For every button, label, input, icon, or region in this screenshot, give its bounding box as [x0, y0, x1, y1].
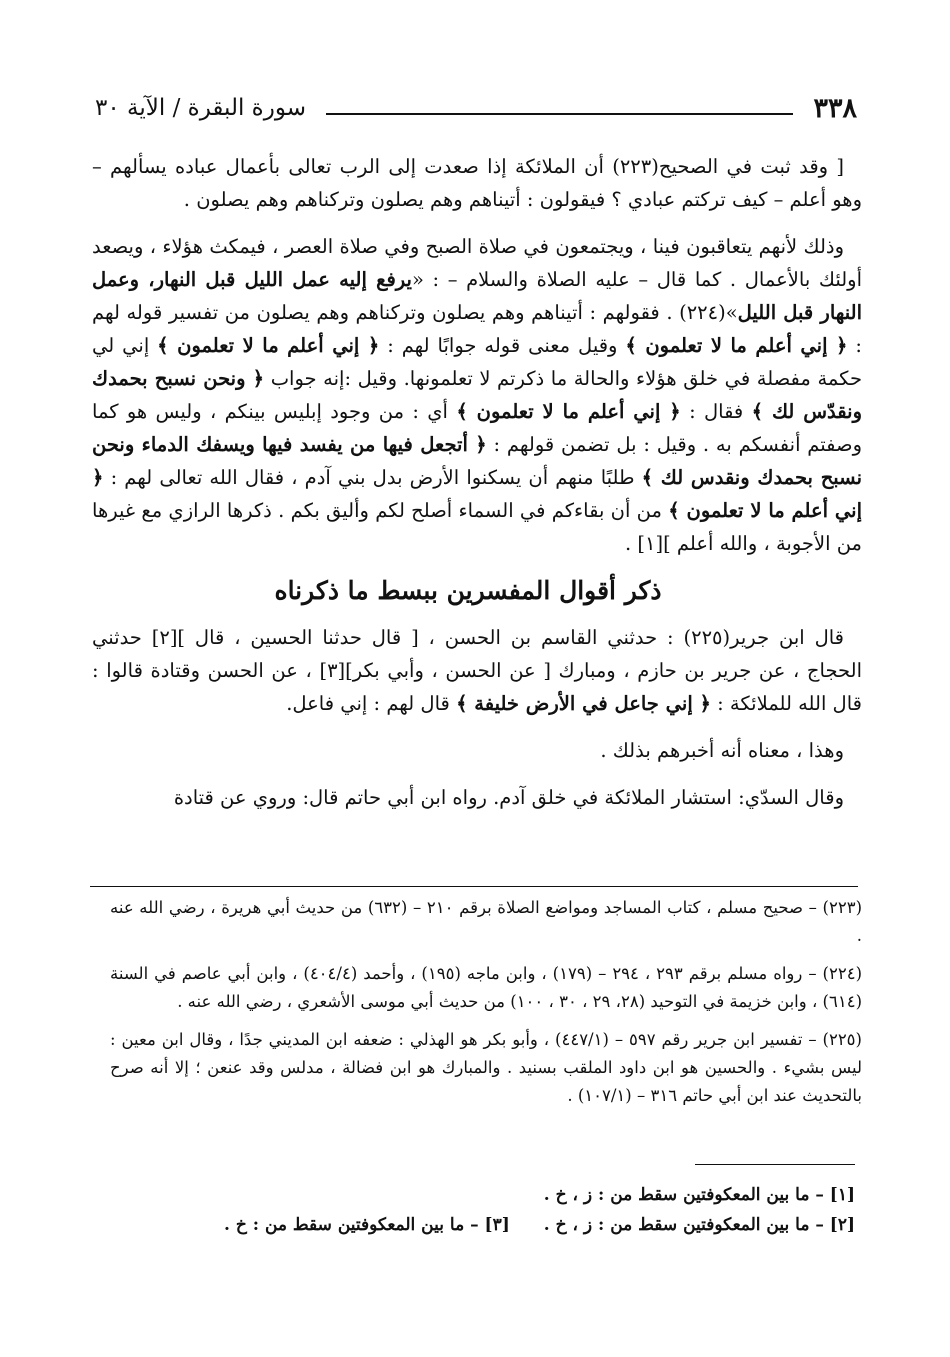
footnote-224: (٢٢٤) – رواه مسلم برقم ٢٩٣ ، ٢٩٤ – (١٧٩) ، وابن ماجه (١٩٥) ، وأحمد (٤٠٤/٤) ، وابن أبي عاصم في السنة (٦١٤) ، وابن خزيمة في التوحيد (٢٨، ٢٩ ، ٣٠ ، ١٠٠) من حديث أبي موسى الأشعري ، رضي الله عنه .: [110, 964, 862, 1011]
text-run: من أن بقاءكم في السماء أصلح لكم وأليق بكم . ذكرها الرازي مع غيرها من الأجوبة ، والله أعلم ][١] .: [92, 499, 862, 555]
footnote-225: (٢٢٥) – تفسير ابن جرير رقم ٥٩٧ – (٤٤٧/١) ، وأبو بكر هو الهذلي : ضعفه ابن المديني جدًا ، وقال ابن معين : ليس بشيء . والحسين هو ابن داود الملقب بسنيد . والمبارك هو ابن فضالة ، مدلس وقد عنعن ؛ إلا أنه صرح بالتحديث عند ابن أبي حاتم ٣١٦ – (١٠٧/١) .: [110, 1030, 862, 1105]
paragraph-3: [92, 621, 862, 720]
main-text: [92, 150, 862, 828]
footnote-separator: [90, 886, 858, 887]
header-rule: [326, 113, 794, 115]
footnote-223: (٢٢٣) – صحيح مسلم ، كتاب المساجد ومواضع الصلاة برقم ٢١٠ – (٦٣٢) من حديث أبي هريرة ، رضي الله عنه .: [110, 898, 862, 945]
section-title: ذكر أقوال المفسرين ببسط ما ذكرناه: [274, 576, 662, 605]
footnotes: [110, 894, 862, 1120]
quran-quote: ﴿ أتجعل فيها من يفسد فيها ويسفك الدماء ونحن نسبح بحمدك ونقدس لك ﴾: [92, 433, 862, 489]
text-run: قال ابن جرير(٢٢٥) : حدثني القاسم بن الحسن ، [ قال حدثنا الحسين ، قال ][٢] حدثني الحجاج ، عن جرير بن حازم ، ومبارك [ عن الحسن ، وأبي بكر][٣] ، عن الحسن وقتادة قالوا : قال الله للملائكة :: [92, 626, 862, 715]
text-run: أي : من وجود إبليس بينكم ، وليس هو كما وصفتم أنفسكم به . وقيل : بل تضمن قولهم :: [92, 400, 862, 456]
page-header: [95, 88, 857, 128]
paragraph-4: وهذا ، معناه أنه أخبرهم بذلك .: [600, 739, 844, 762]
quran-quote: ﴿ ونحن نسبح بحمدك ونقدّس لك ﴾: [92, 367, 862, 423]
quran-quote: ﴿ إني جاعل في الأرض خليفة ﴾: [456, 692, 711, 715]
quran-quote: ﴿ إني أعلم ما لا تعلمون ﴾: [625, 334, 848, 357]
quran-quote: ﴿ إني أعلم ما لا تعلمون ﴾: [157, 334, 380, 357]
text-run: وذلك لأنهم يتعاقبون فينا ، ويجتمعون في صلاة الصبح وفي صلاة العصر ، فيمكث هؤلاء ، ويصعد أولئك بالأعمال . كما قال – عليه الصلاة والسلام – : «: [92, 235, 862, 291]
variant-notes-row: [95, 1210, 855, 1240]
surah-reference: سورة البقرة / الآية ٣٠: [95, 95, 306, 121]
quran-quote: ﴿ إني أعلم ما لا تعلمون ﴾: [456, 400, 681, 423]
paragraph-1: [ وقد ثبت في الصحيح(٢٢٣) أن الملائكة إذا صعدت إلى الرب تعالى بأعمال عباده يسألهم – وهو أعلم – كيف تركتم عبادي ؟ فيقولون : أتيناهم وهم يصلون وتركناهم وهم يصلون .: [92, 155, 862, 211]
variants-separator: [695, 1164, 855, 1165]
text-run: إني لي حكمة مفصلة في خلق هؤلاء والحالة ما ذكرتم لا تعلمونها. وقيل :إنه جواب: [92, 334, 862, 390]
paragraph-2: [92, 230, 862, 560]
page-number: ٣٣٨: [813, 92, 857, 124]
hadith-quote: يرفع إليه عمل الليل قبل النهار، وعمل النهار قبل الليل: [92, 268, 862, 324]
text-run: »(٢٢٤) . فقولهم : أتيناهم وهم يصلون وتركناهم وهم يصلون من تفسير قوله لهم :: [92, 301, 862, 357]
variant-note-2: [٢] – ما بين المعكوفتين سقط من : ز ، خ .: [543, 1215, 855, 1235]
text-run: قال لهم : إني فاعل.: [286, 692, 457, 715]
manuscript-variants: [95, 1180, 855, 1240]
paragraph-5: وقال السدّي: استشار الملائكة في خلق آدم. رواه ابن أبي حاتم قال: وروي عن قتادة: [173, 786, 844, 809]
text-run: طلبًا منهم أن يسكنوا الأرض بدل بني آدم ، فقال الله تعالى لهم :: [103, 466, 642, 489]
variant-note-1: [١] – ما بين المعكوفتين سقط من : ز ، خ .: [543, 1185, 855, 1205]
text-run: فقال :: [680, 400, 752, 423]
text-run: وقيل معنى قوله جوابًا لهم :: [379, 334, 626, 357]
quran-quote: ﴿ إني أعلم ما لا تعلمون ﴾: [92, 466, 863, 522]
variant-note-3: [٣] – ما بين المعكوفتين سقط من : خ .: [224, 1215, 510, 1235]
